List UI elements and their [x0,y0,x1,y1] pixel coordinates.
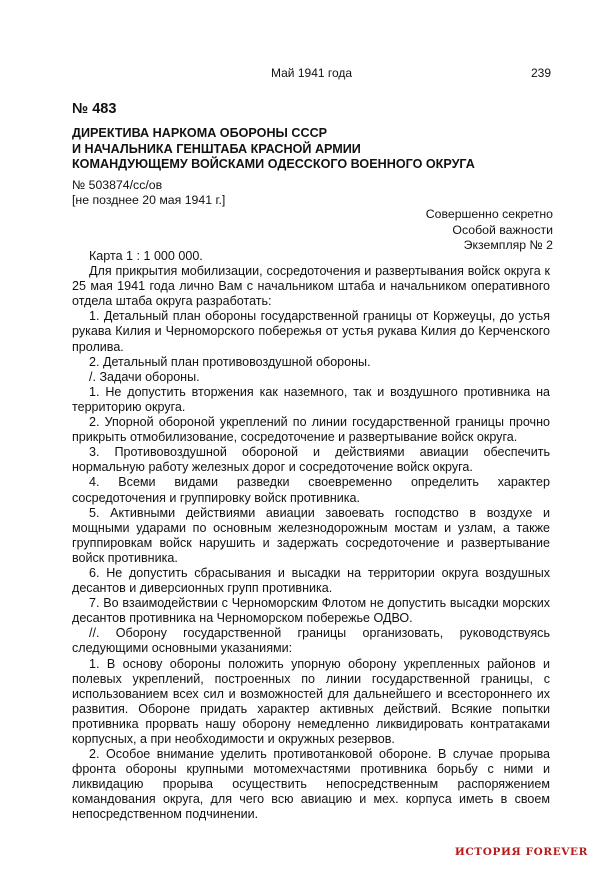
body-paragraph: 1. Не допустить вторжения как наземного, так и воздушного противника на территорию округа. [72,384,550,414]
watermark-logo: ИСТОРИЯ FOREVER [454,846,588,858]
document-body [72,249,550,823]
body-paragraph: 6. Не допустить сбрасывания и высадки на территории округа воздушных десантов и диверсионных групп противника. [72,565,550,596]
running-title: Май 1941 года [271,66,353,80]
section-heading: /. Задачи обороны. [89,369,200,384]
body-paragraph: 5. Активными действиями авиации завоевать господство в воздухе и мощными ударами по основным железнодорожным мостам и узлам, а также группировкам войск нарушить и задержать сосредоточение и развертывание войск противника. [72,505,550,565]
body-paragraph: 3. Противовоздушной обороной и действиями авиации обеспечить нормальную работу железных дорог и сосредоточение войск округа. [72,445,550,475]
body-paragraph: Для прикрытия мобилизации, сосредоточения и развертывания войск округа к 25 мая 1941 года лично Вам с начальником штаба и начальником оперативного отдела штаба округа разработать: [72,264,550,309]
title-line: И НАЧАЛЬНИКА ГЕНШТАБА КРАСНОЙ АРМИИ [72,141,361,156]
date-note: [не позднее 20 мая 1941 г.] [72,193,226,207]
page-number: 239 [531,66,552,80]
classification-line: Совершенно секретно [425,207,553,221]
body-paragraph: 7. Во взаимодействии с Черноморским Флотом не допустить высадки морских десантов противника на Черноморском побережье ОДВО. [72,596,550,626]
document-number: № 483 [72,101,117,117]
document-meta [72,178,225,208]
section-heading: //. Оборону государственной границы организовать, руководствуясь следующими основными указаниями: [72,626,550,656]
body-paragraph: 4. Всеми видами разведки своевременно определить характер сосредоточения и группировку войск противника. [72,475,550,505]
body-paragraph: 1. Детальный план обороны государственной границы от Коржеуцы, до устья рукава Килия и Черноморского побережья от устья рукава Килия до Керченского пролива. [72,309,550,354]
classification-line: Особой важности [452,222,553,237]
classification-line: Экземпляр № 2 [463,238,553,252]
body-paragraph: 2. Детальный план противовоздушной обороны. [89,354,371,369]
registration-number: № 503874/сс/ов [72,178,163,192]
classification-block [426,207,553,254]
body-paragraph: 2. Упорной обороной укреплений по линии государственной границы прочно прикрыть отмобилизование, сосредоточение и развертывание войск округа. [72,415,550,445]
title-line: ДИРЕКТИВА НАРКОМА ОБОРОНЫ СССР [72,126,328,140]
document-title [72,126,562,173]
body-paragraph: 1. В основу обороны положить упорную оборону укрепленных районов и полевых укреплений, построенных по линии государственной границы, с использованием всех сил и возможностей для дальнейшего и всестороннего их развития. Обороне придать характер активных действий. Всякие попытки противника прорвать нашу оборону немедленно ликвидировать контратаками корпусных, а при необходимости и окружных резервов. [72,656,550,746]
body-paragraph: 2. Особое внимание уделить противотанковой обороне. В случае прорыва фронта обороны крупными мотомехчастями противника борьбу с ними и ликвидацию прорыва осуществить непосредственным распоряжением командования округа, для чего всю авиацию и мех. корпуса иметь в своем непосредственном подчинении. [72,747,550,822]
title-line: КОМАНДУЮЩЕМУ ВОЙСКАМИ ОДЕССКОГО ВОЕННОГО ОКРУГА [72,157,475,171]
body-paragraph: Карта 1 : 1 000 000. [89,249,203,263]
